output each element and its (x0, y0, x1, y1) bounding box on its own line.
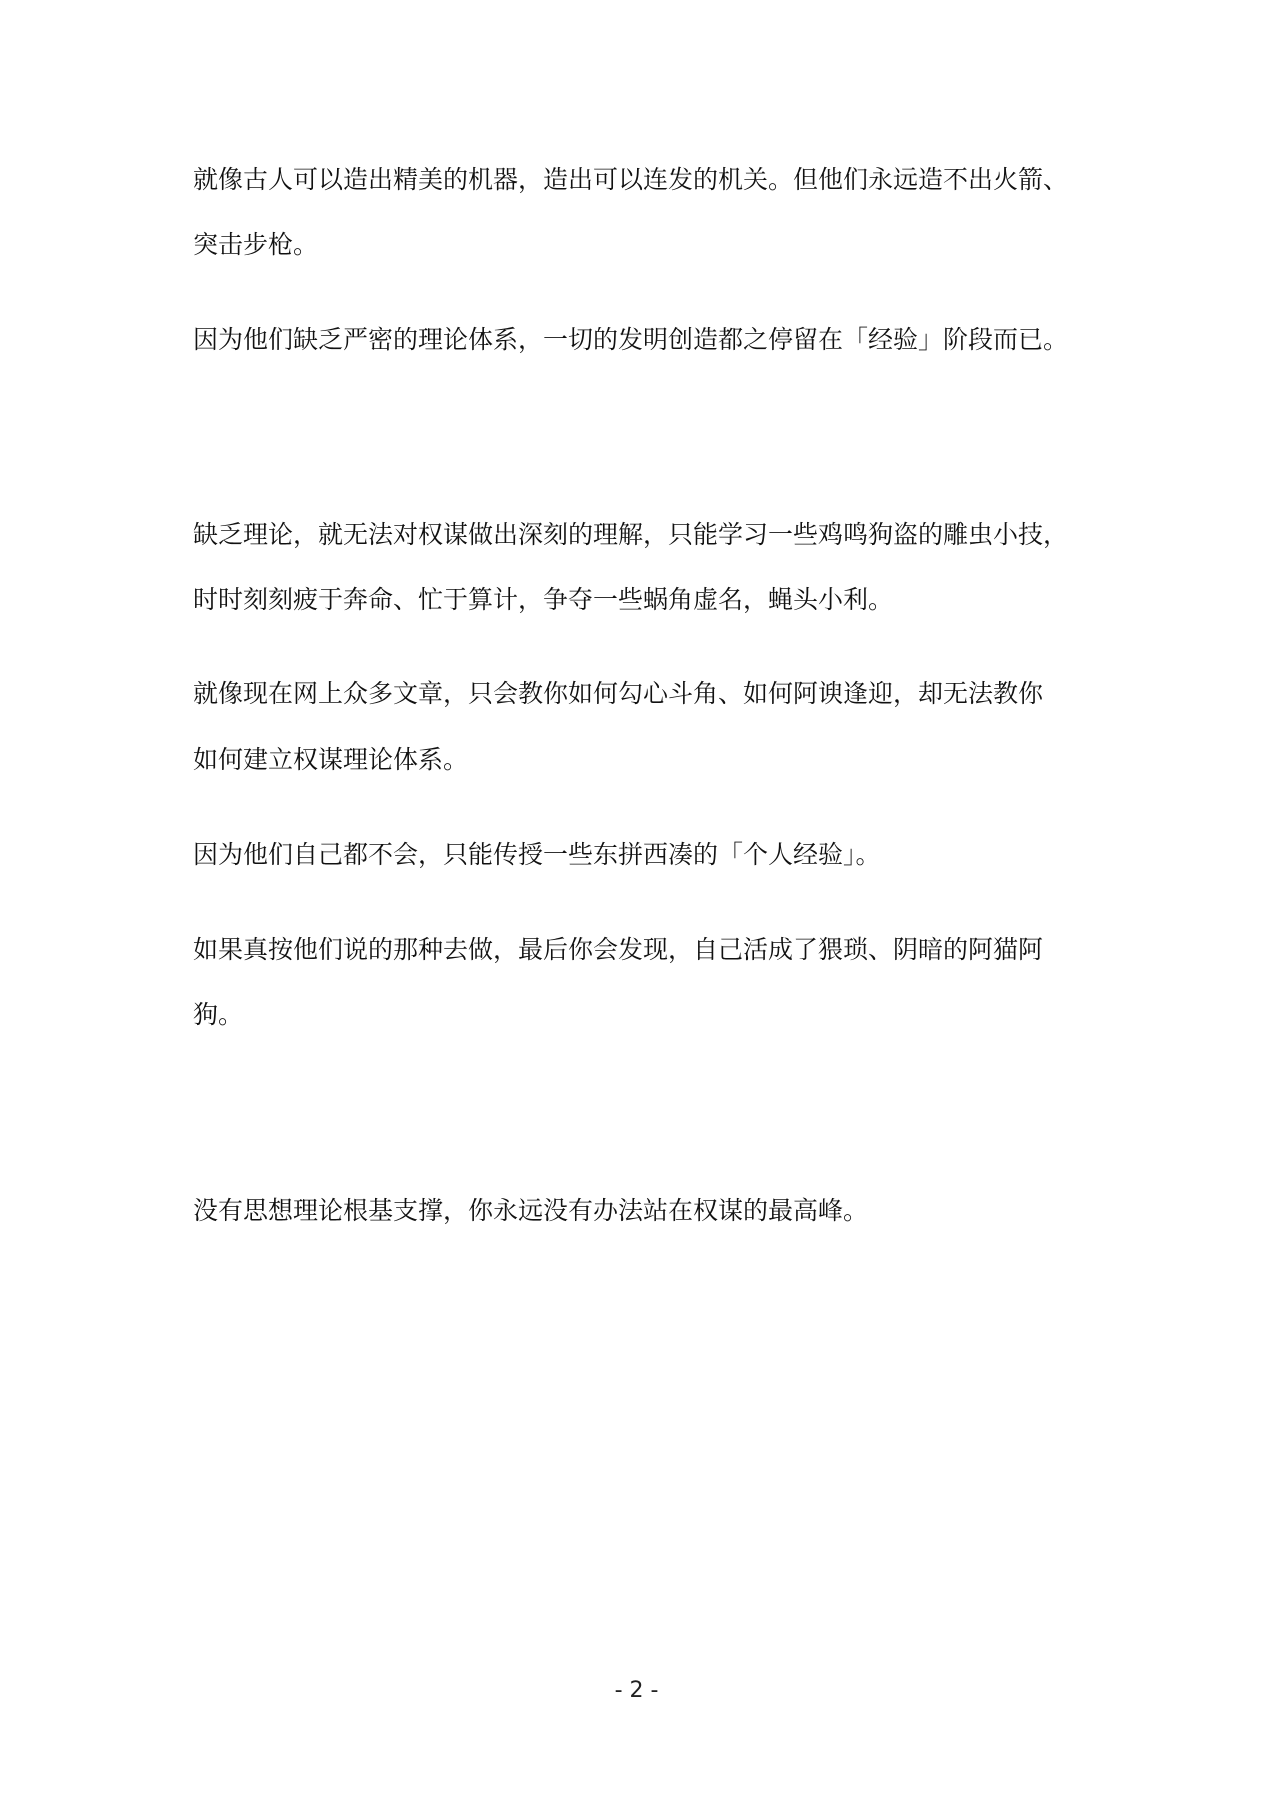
paragraph-4-line-1: 就像现在网上众多文章，只会教你如何勾心斗角、如何阿谀逢迎，却无法教你 (193, 679, 1044, 708)
paragraph-3-line-1: 缺乏理论，就无法对权谋做出深刻的理解，只能学习一些鸡鸣狗盗的雕虫小技， (193, 520, 1069, 549)
paragraph-1-line-2: 突击步枪。 (193, 230, 319, 259)
paragraph-3-line-2: 时时刻刻疲于奔命、忙于算计，争夺一些蜗角虚名，蝇头小利。 (193, 585, 894, 614)
paragraph-7-line-1: 没有思想理论根基支撑，你永远没有办法站在权谋的最高峰。 (193, 1196, 869, 1225)
paragraph-6-line-1: 如果真按他们说的那种去做，最后你会发现，自己活成了猥琐、阴暗的阿猫阿 (193, 935, 1044, 964)
paragraph-6-line-2: 狗。 (193, 1000, 244, 1029)
paragraph-2-line-1: 因为他们缺乏严密的理论体系，一切的发明创造都之停留在「经验」阶段而已。 (193, 325, 1069, 354)
paragraph-5-line-1: 因为他们自己都不会，只能传授一些东拼西凑的「个人经验」。 (193, 840, 881, 869)
page-number: - 2 - (614, 1678, 659, 1703)
paragraph-4-line-2: 如何建立权谋理论体系。 (193, 745, 469, 774)
paragraph-1-line-1: 就像古人可以造出精美的机器，造出可以连发的机关。但他们永远造不出火箭、 (193, 165, 1069, 194)
